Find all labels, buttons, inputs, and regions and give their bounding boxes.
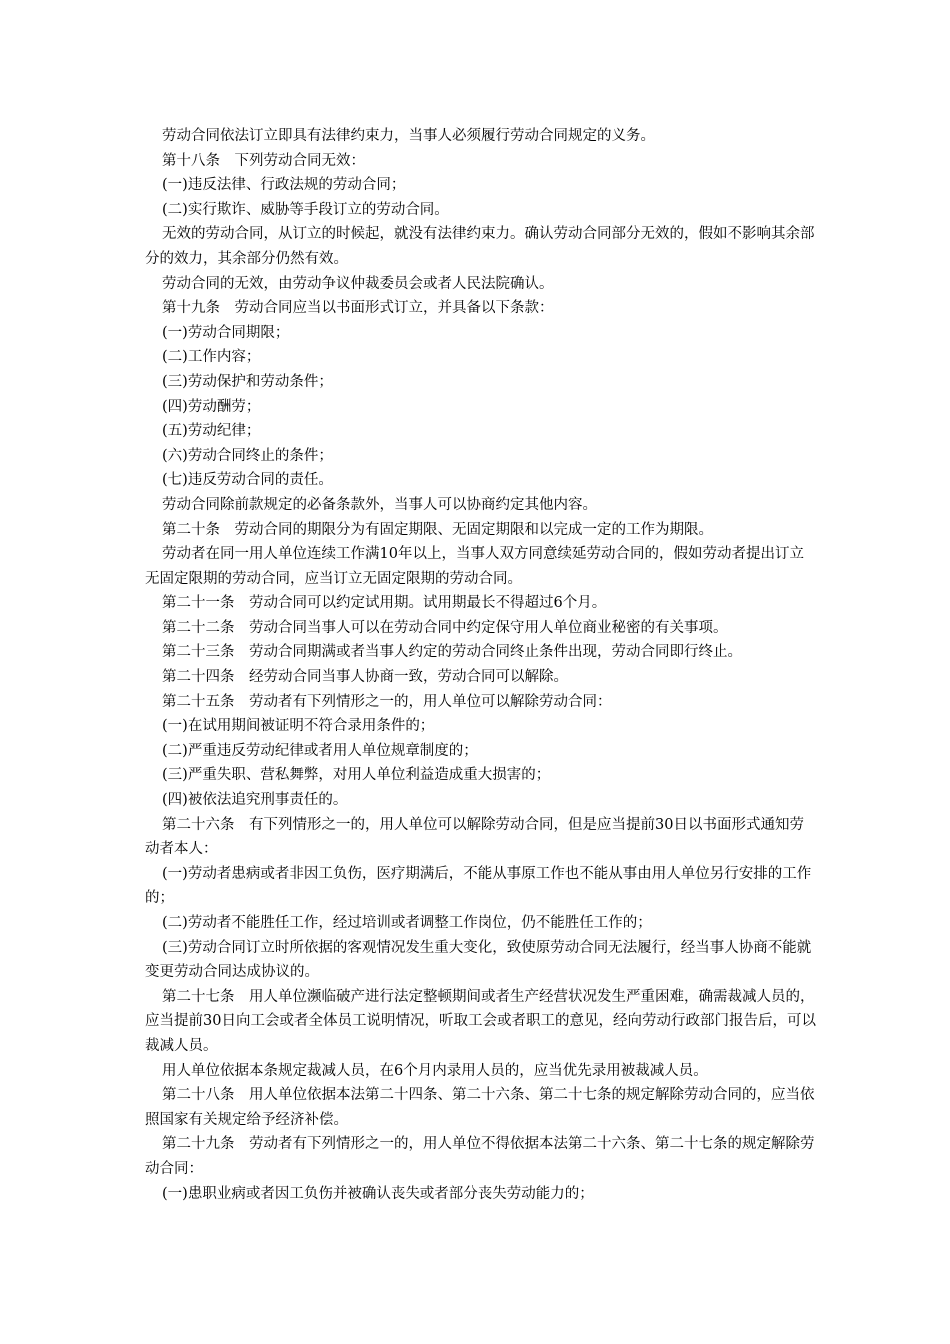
list-item: (一)在试用期间被证明不符合录用条件的； [162,718,435,735]
list-item: (六)劳动合同终止的条件； [162,447,333,464]
list-item: (七)违反劳动合同的责任。 [162,472,333,489]
list-item: (二)实行欺诈、威胁等手段订立的劳动合同。 [162,201,449,218]
list-item: (四)被依法追究刑事责任的。 [162,792,348,809]
article-heading: 第二十五条 劳动者有下列情形之一的，用人单位可以解除劳动合同： [162,693,612,710]
list-item: (一)患职业病或者因工负伤并被确认丧失或者部分丧失劳动能力的； [162,1185,594,1202]
paragraph: 劳动合同的无效，由劳动争议仲裁委员会或者人民法院确认。 [162,275,554,292]
list-item: (三)劳动合同订立时所依据的客观情况发生重大变化，致使原劳动合同无法履行，经当事人协商不能就变更劳动合同达成协议的。 [145,939,812,981]
document-body [145,124,817,1206]
list-item: (二)严重违反劳动纪律或者用人单位规章制度的； [162,742,478,759]
article-heading: 第二十六条 有下列情形之一的，用人单位可以解除劳动合同，但是应当提前30日以书面形式通知劳动者本人： [145,816,804,858]
article-heading: 第二十四条 经劳动合同当事人协商一致，劳动合同可以解除。 [162,669,568,686]
article-heading: 第二十八条 用人单位依据本法第二十四条、第二十六条、第二十七条的规定解除劳动合同的，应当依照国家有关规定给予经济补偿。 [145,1087,815,1128]
paragraph: 用人单位依据本条规定裁减人员，在6个月内录用人员的，应当优先录用被裁减人员。 [162,1062,708,1079]
list-item: (五)劳动纪律； [162,423,261,440]
paragraph: 无效的劳动合同，从订立的时候起，就没有法律约束力。确认劳动合同部分无效的，假如不影响其余部分的效力，其余部分仍然有效。 [145,226,815,267]
list-item: (一)劳动者患病或者非因工负伤，医疗期满后，不能从事原工作也不能从事由用人单位另行安排的工作的； [145,865,812,907]
article-heading: 第二十九条 劳动者有下列情形之一的，用人单位不得依据本法第二十六条、第二十七条的规定解除劳动合同： [145,1136,815,1177]
article-heading: 第二十七条 用人单位濒临破产进行法定整顿期间或者生产经营状况发生严重困难，确需裁减人员的，应当提前30日向工会或者全体员工说明情况，听取工会或者职工的意见，经向劳动行政部门报告后，可以裁减人员。 [145,988,816,1054]
list-item: (一)劳动合同期限； [162,324,290,341]
list-item: (二)劳动者不能胜任工作，经过培训或者调整工作岗位，仍不能胜任工作的； [162,915,652,931]
paragraph: 劳动者在同一用人单位连续工作满10年以上，当事人双方同意续延劳动合同的，假如劳动者提出订立无固定限期的劳动合同，应当订立无固定限期的劳动合同。 [145,546,804,587]
list-item: (二)工作内容； [162,349,261,366]
list-item: (一)违反法律、行政法规的劳动合同； [162,177,406,194]
paragraph: 劳动合同除前款规定的必备条款外，当事人可以协商约定其他内容。 [162,496,597,513]
list-item: (四)劳动酬劳； [162,398,261,415]
article-heading: 第二十条 劳动合同的期限分为有固定期限、无固定期限和以完成一定的工作为期限。 [162,521,713,538]
article-heading: 第二十二条 劳动合同当事人可以在劳动合同中约定保守用人单位商业秘密的有关事项。 [162,619,728,636]
article-heading: 第十九条 劳动合同应当以书面形式订立，并具备以下条款： [162,300,554,317]
article-heading: 第二十三条 劳动合同期满或者当事人约定的劳动合同终止条件出现，劳动合同即行终止。 [162,644,742,661]
list-item: (三)严重失职、营私舞弊，对用人单位利益造成重大损害的； [162,767,551,784]
article-heading: 第二十一条 劳动合同可以约定试用期。试用期最长不得超过6个月。 [162,595,607,612]
list-item: (三)劳动保护和劳动条件； [162,373,333,390]
paragraph: 劳动合同依法订立即具有法律约束力，当事人必须履行劳动合同规定的义务。 [162,128,655,144]
article-heading: 第十八条 下列劳动合同无效： [162,152,365,169]
